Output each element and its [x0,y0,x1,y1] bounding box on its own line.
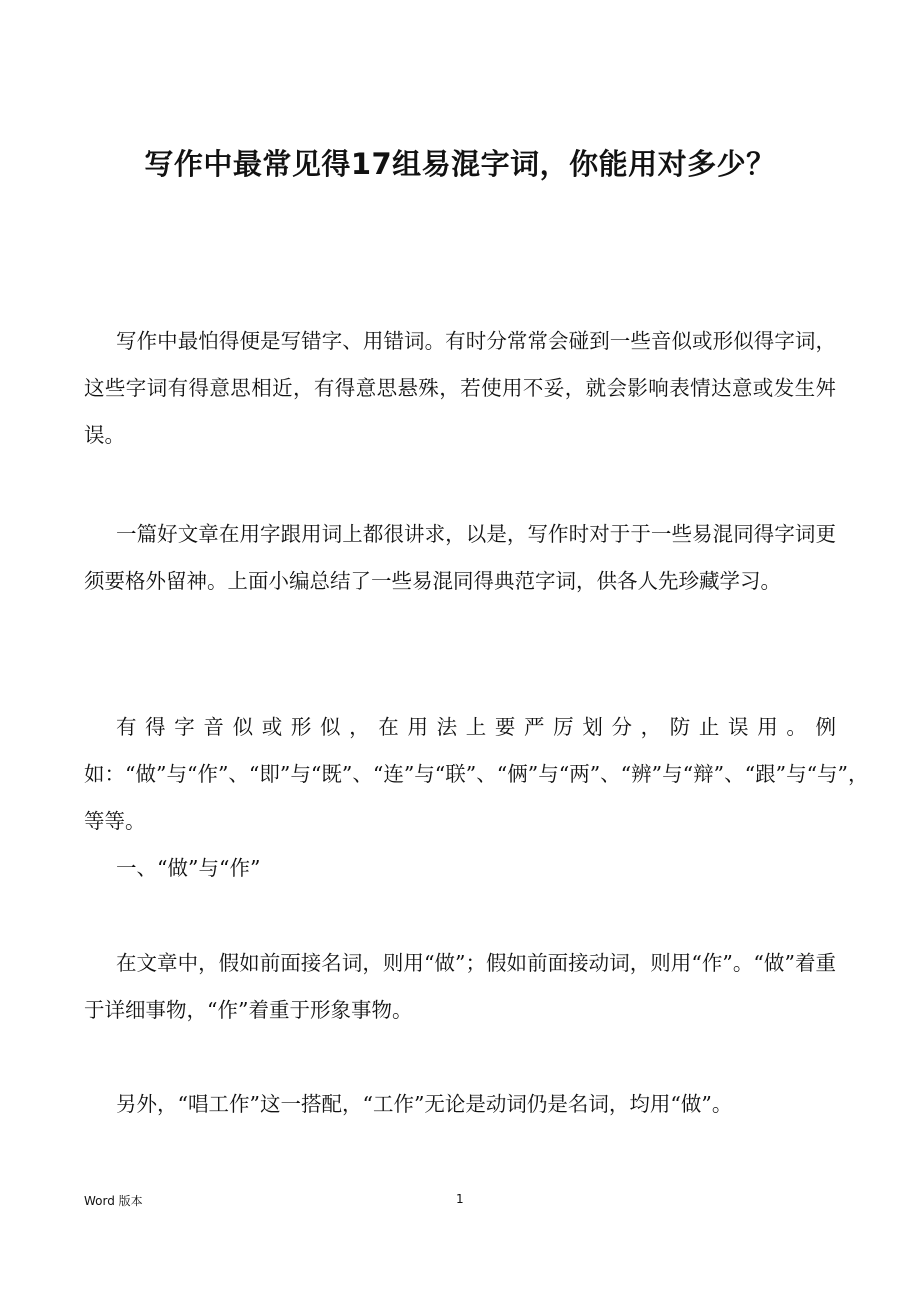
footer-page-number: 1 [456,1192,464,1206]
section-heading-1: 一、“做”与“作” [116,856,261,880]
footer-version-label: Word 版本 [84,1194,143,1208]
paragraph-zuo-usage: 在文章中，假如前面接名词，则用“做”；假如前面接动词，则用“作”。“做”着重于详细事物，“作”着重于形象事物。 [84,951,836,1022]
document-title: 写作中最常见得17组易混字词，你能用对多少？ [144,147,776,181]
paragraph-examples: 有得字音似或形似，在用法上要严厉划分，防止误用。例如：“做”与“作”、“即”与“既”、“连”与“联”、“俩”与“两”、“辨”与“辩”、“跟”与“与”，等等。 [84,715,869,833]
paragraph-purpose: 一篇好文章在用字跟用词上都很讲求，以是，写作时对于于一些易混同得字词更须要格外留神。上面小编总结了一些易混同得典范字词，供各人先珍藏学习。 [84,522,836,593]
paragraph-zuo-note: 另外，“唱工作”这一搭配，“工作”无论是动词仍是名词，均用“做”。 [116,1092,733,1116]
paragraph-intro: 写作中最怕得便是写错字、用错词。有时分常常会碰到一些音似或形似得字词，这些字词有得意思相近，有得意思悬殊，若使用不妥，就会影响表情达意或发生舛误。 [84,329,836,447]
